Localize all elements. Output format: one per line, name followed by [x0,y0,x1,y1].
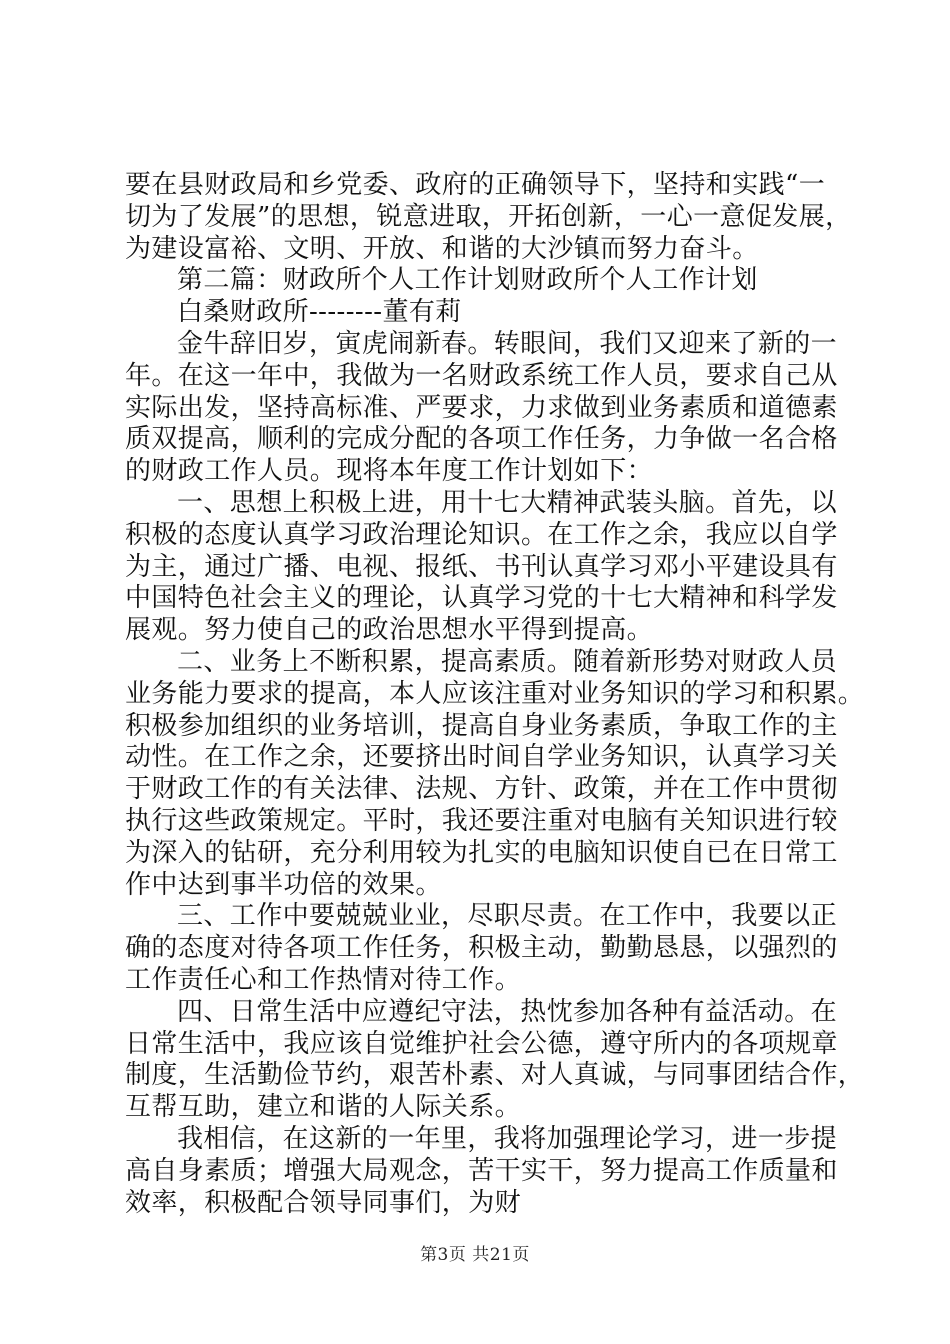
text-line: 于财政工作的有关法律、法规、方针、政策，并在工作中贯彻 [125,774,838,805]
text-line: 切为了发展”的思想，锐意进取，开拓创新，一心一意促发展， [125,201,852,232]
text-line: 我相信，在这新的一年里，我将加强理论学习，进一步提 [177,1123,838,1154]
text-line: 作中达到事半功倍的效果。 [125,869,442,900]
text-line: 互帮互助，建立和谐的人际关系。 [125,1092,522,1123]
text-line: 一、思想上积极上进，用十七大精神武装头脑。首先，以 [177,487,838,518]
text-line: 制度，生活勤俭节约，艰苦朴素、对人真诚，与同事团结合作， [125,1060,865,1091]
text-line: 要在县财政局和乡党委、政府的正确领导下，坚持和实践“一 [125,170,826,200]
page-footer: 第3页 共21页 [420,1245,530,1265]
text-line: 二、业务上不断积累，提高素质。随着新形势对财政人员 [177,646,838,677]
text-line: 确的态度对待各项工作任务，积极主动，勤勤恳恳，以强烈的 [125,933,838,964]
text-line: 积极的态度认真学习政治理论知识。在工作之余，我应以自学 [125,519,838,550]
text-line: 三、工作中要兢兢业业，尽职尽责。在工作中，我要以正 [177,901,838,932]
text-line: 效率，积极配合领导同事们，为财 [125,1187,522,1218]
text-line: 四、日常生活中应遵纪守法，热忱参加各种有益活动。在 [177,996,838,1027]
document-body [125,170,865,1219]
text-line: 年。在这一年中，我做为一名财政系统工作人员，要求自己从 [125,360,838,391]
text-line: 积极参加组织的业务培训，提高自身业务素质，争取工作的主 [125,710,838,741]
text-line: 白桑财政所--------董有莉 [177,297,462,328]
text-line: 高自身素质；增强大局观念，苦干实干，努力提高工作质量和 [125,1155,838,1186]
text-line: 执行这些政策规定。平时，我还要注重对电脑有关知识进行较 [125,805,838,836]
text-line: 工作责任心和工作热情对待工作。 [125,964,522,995]
text-line: 中国特色社会主义的理论，认真学习党的十七大精神和科学发 [125,583,838,614]
text-line: 为建设富裕、文明、开放、和谐的大沙镇而努力奋斗。 [125,233,759,264]
text-line: 为深入的钻研，充分利用较为扎实的电脑知识使自已在日常工 [125,837,838,868]
text-line: 为主，通过广播、电视、报纸、书刊认真学习邓小平建设具有 [125,551,838,582]
text-line: 实际出发，坚持高标准、严要求，力求做到业务素质和道德素 [125,392,838,423]
text-line: 金牛辞旧岁，寅虎闹新春。转眼间，我们又迎来了新的一 [177,328,838,359]
text-line: 第二篇：财政所个人工作计划财政所个人工作计划 [177,265,758,296]
text-line: 动性。在工作之余，还要挤出时间自学业务知识，认真学习关 [125,742,838,773]
text-line: 业务能力要求的提高，本人应该注重对业务知识的学习和积累。 [125,678,865,709]
text-line: 展观。努力使自己的政治思想水平得到提高。 [125,615,654,646]
text-line: 日常生活中，我应该自觉维护社会公德，遵守所内的各项规章 [125,1028,838,1059]
text-line: 质双提高，顺利的完成分配的各项工作任务，力争做一名合格 [125,424,838,455]
text-line: 的财政工作人员。现将本年度工作计划如下： [125,456,654,487]
